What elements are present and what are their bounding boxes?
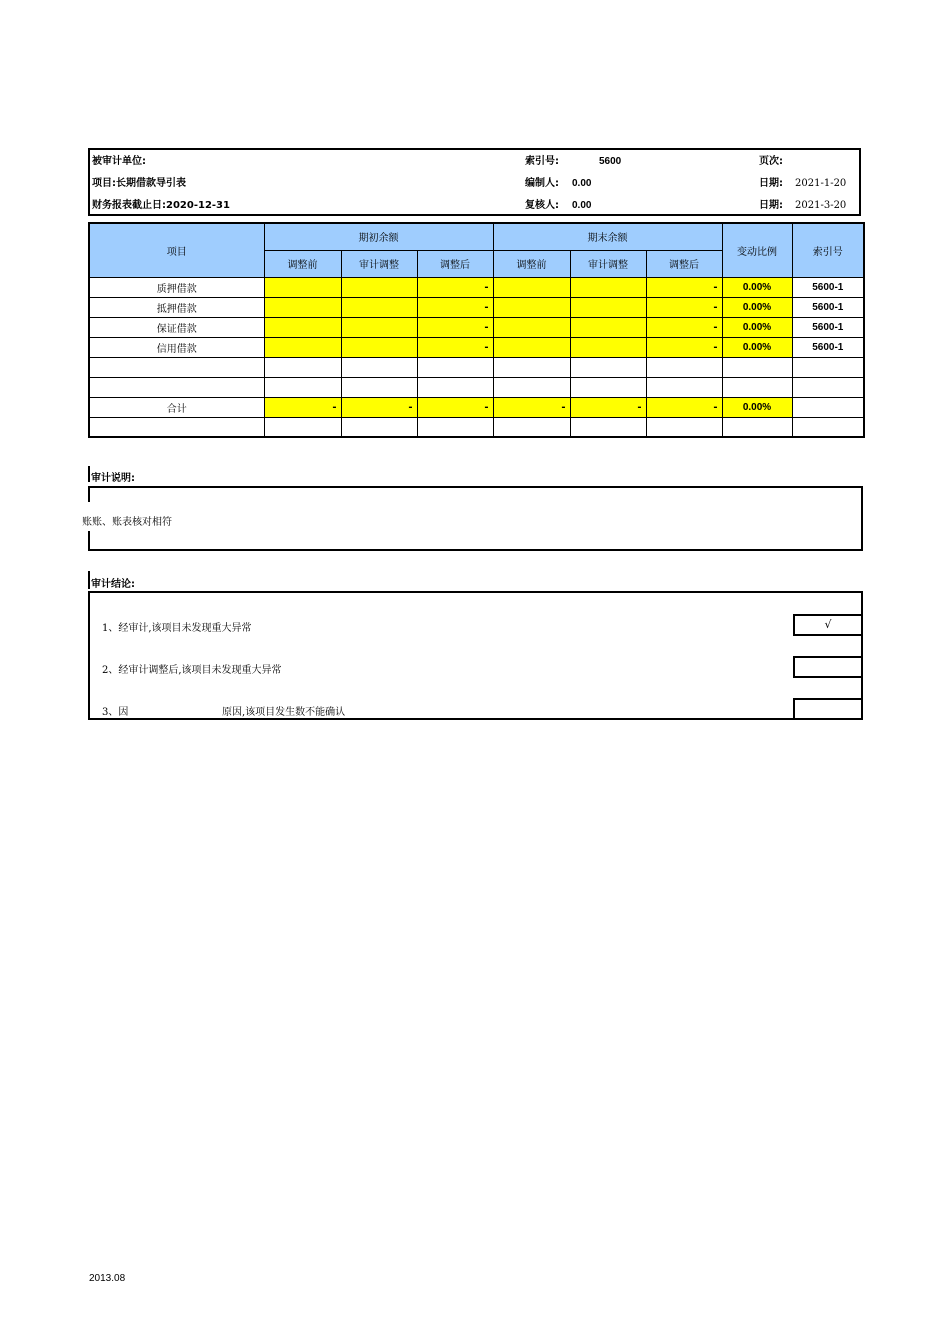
cell-end-audit[interactable] [570, 297, 646, 317]
empty-cell[interactable] [646, 417, 722, 437]
empty-cell[interactable] [89, 357, 264, 377]
table-row-empty [89, 357, 864, 377]
cell-begin-after[interactable]: - [417, 297, 493, 317]
date1-value: 2021-1-20 [795, 178, 847, 189]
cell-ref[interactable]: 5600-1 [792, 337, 864, 357]
cell-end-audit[interactable] [570, 317, 646, 337]
empty-cell[interactable] [792, 377, 864, 397]
cell-end-after[interactable]: - [646, 337, 722, 357]
reviewer-label: 复核人: [525, 200, 559, 211]
cell-end-before[interactable] [493, 297, 570, 317]
conclusion-box [88, 591, 863, 720]
group-end-header: 期末余额 [493, 223, 722, 250]
row-label: 质押借款 [89, 277, 264, 297]
sub-before-end: 调整前 [493, 250, 570, 277]
empty-cell[interactable] [264, 417, 341, 437]
empty-cell[interactable] [722, 357, 792, 377]
col-index-header: 索引号 [792, 223, 864, 277]
cell-ref[interactable]: 5600-1 [792, 277, 864, 297]
reviewer-value: 0.00 [572, 200, 592, 211]
total-ratio[interactable]: 0.00% [722, 397, 792, 417]
conclusion-check-2[interactable] [793, 656, 863, 678]
cell-begin-after[interactable]: - [417, 337, 493, 357]
sub-after-begin: 调整后 [417, 250, 493, 277]
conclusion-item-2: 2、经审计调整后,该项目未发现重大异常 [102, 665, 282, 676]
empty-cell[interactable] [264, 357, 341, 377]
empty-cell[interactable] [89, 377, 264, 397]
row-label: 抵押借款 [89, 297, 264, 317]
cell-ratio[interactable]: 0.00% [722, 297, 792, 317]
preparer-value: 0.00 [572, 178, 592, 189]
period-label: 财务报表截止日:2020-12-31 [92, 200, 230, 211]
cell-begin-before[interactable] [264, 297, 341, 317]
total-label: 合计 [89, 397, 264, 417]
total-ref[interactable] [792, 397, 864, 417]
index-value: 5600 [599, 156, 622, 167]
explanation-title: 审计说明: [91, 473, 135, 484]
header-row-1 [90, 151, 859, 173]
cell-ratio[interactable]: 0.00% [722, 317, 792, 337]
empty-cell[interactable] [264, 377, 341, 397]
empty-cell[interactable] [417, 357, 493, 377]
table-total-row [89, 397, 864, 417]
cell-begin-after[interactable]: - [417, 317, 493, 337]
cell-end-audit[interactable] [570, 337, 646, 357]
cell-ratio[interactable]: 0.00% [722, 337, 792, 357]
total-begin-after[interactable]: - [417, 397, 493, 417]
page-label: 页次: [759, 156, 783, 167]
total-end-audit[interactable]: - [570, 397, 646, 417]
cell-begin-audit[interactable] [341, 277, 417, 297]
cell-begin-before[interactable] [264, 337, 341, 357]
table-row [89, 337, 864, 357]
date2-label: 日期: [759, 200, 783, 211]
explanation-box[interactable] [82, 486, 863, 551]
empty-cell[interactable] [792, 417, 864, 437]
empty-cell[interactable] [89, 417, 264, 437]
empty-cell[interactable] [646, 357, 722, 377]
table-row [89, 277, 864, 297]
concl-title-bar [88, 571, 90, 589]
header-row-2 [90, 173, 859, 195]
cell-end-after[interactable]: - [646, 297, 722, 317]
cell-end-audit[interactable] [570, 277, 646, 297]
cell-begin-after[interactable]: - [417, 277, 493, 297]
total-begin-audit[interactable]: - [341, 397, 417, 417]
date1-label: 日期: [759, 178, 783, 189]
table-header-row-1 [89, 223, 864, 250]
col-change-header: 变动比例 [722, 223, 792, 277]
empty-cell[interactable] [341, 357, 417, 377]
table-row-empty [89, 417, 864, 437]
explanation-text: 账账、账表核对相符 [82, 517, 172, 528]
explain-left-bar-top [88, 488, 90, 502]
conclusion-check-3[interactable] [793, 698, 863, 720]
cell-ref[interactable]: 5600-1 [792, 297, 864, 317]
cell-ratio[interactable]: 0.00% [722, 277, 792, 297]
table-row [89, 317, 864, 337]
explain-left-bar-bottom [88, 531, 90, 549]
balance-table [88, 222, 865, 438]
footer-version: 2013.08 [89, 1273, 126, 1284]
project-label: 项目:长期借款导引表 [92, 178, 186, 189]
sub-before-begin: 调整前 [264, 250, 341, 277]
date2-value: 2021-3-20 [795, 200, 847, 211]
cell-end-before[interactable] [493, 317, 570, 337]
cell-end-before[interactable] [493, 277, 570, 297]
cell-end-after[interactable]: - [646, 317, 722, 337]
sub-audit-begin: 审计调整 [341, 250, 417, 277]
sub-after-end: 调整后 [646, 250, 722, 277]
cell-ref[interactable]: 5600-1 [792, 317, 864, 337]
conclusion-item-1: 1、经审计,该项目未发现重大异常 [102, 623, 252, 634]
row-label: 信用借款 [89, 337, 264, 357]
header-row-3 [90, 195, 859, 217]
row-label: 保证借款 [89, 317, 264, 337]
total-end-after[interactable]: - [646, 397, 722, 417]
index-label: 索引号: [525, 156, 559, 167]
conclusion-title: 审计结论: [91, 579, 135, 590]
auditee-label: 被审计单位: [92, 156, 146, 167]
group-begin-header: 期初余额 [264, 223, 493, 250]
empty-cell[interactable] [722, 417, 792, 437]
preparer-label: 编制人: [525, 178, 559, 189]
table-row-empty [89, 377, 864, 397]
cell-begin-before[interactable] [264, 277, 341, 297]
cell-begin-before[interactable] [264, 317, 341, 337]
conclusion-item-3-prefix: 3、因 [102, 707, 129, 718]
empty-cell[interactable] [646, 377, 722, 397]
empty-cell[interactable] [341, 417, 417, 437]
empty-cell[interactable] [493, 377, 570, 397]
empty-cell[interactable] [570, 417, 646, 437]
total-begin-before[interactable]: - [264, 397, 341, 417]
table-row [89, 297, 864, 317]
conclusion-item-3-suffix: 原因,该项目发生数不能确认 [222, 707, 346, 718]
empty-cell[interactable] [792, 357, 864, 377]
empty-cell[interactable] [570, 357, 646, 377]
explain-title-bar [88, 466, 90, 482]
empty-cell[interactable] [493, 417, 570, 437]
empty-cell[interactable] [417, 377, 493, 397]
empty-cell[interactable] [417, 417, 493, 437]
cell-end-before[interactable] [493, 337, 570, 357]
empty-cell[interactable] [493, 357, 570, 377]
cell-begin-audit[interactable] [341, 337, 417, 357]
header-box [88, 148, 861, 216]
cell-begin-audit[interactable] [341, 297, 417, 317]
cell-end-after[interactable]: - [646, 277, 722, 297]
empty-cell[interactable] [570, 377, 646, 397]
total-end-before[interactable]: - [493, 397, 570, 417]
empty-cell[interactable] [341, 377, 417, 397]
conclusion-check-1[interactable]: √ [793, 614, 863, 636]
sub-audit-end: 审计调整 [570, 250, 646, 277]
col-item-header: 项目 [89, 223, 264, 277]
cell-begin-audit[interactable] [341, 317, 417, 337]
empty-cell[interactable] [722, 377, 792, 397]
